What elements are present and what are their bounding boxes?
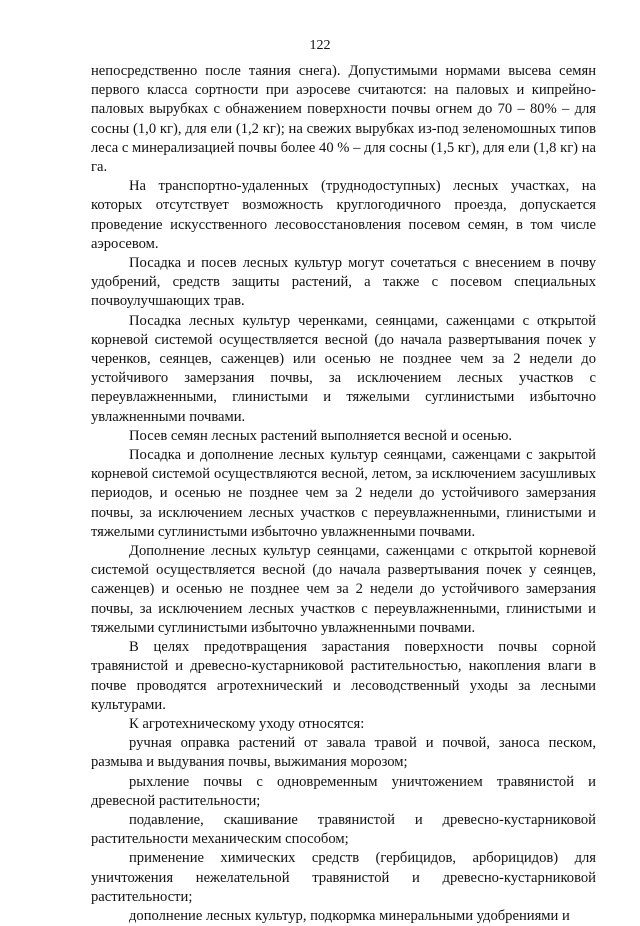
list-item-3: подавление, скашивание травянистой и древесно-кустарниковой растительности механическим способом; xyxy=(91,811,596,848)
paragraph-7: Дополнение лесных культур сеянцами, саженцами с открытой корневой системой осуществляется весной (до начала развертывания почек у сеянцев, саженцев) и осенью не позднее чем за 2 недели до устойчивого замерзания почвы, за исключением лесных участков с переувлажненными, глинистыми и тяжелыми суглинистыми избыточно увлажненными почвами. xyxy=(91,543,596,636)
list-item-1: ручная оправка растений от завала травой и почвой, заноса песком, размыва и выдувания почвы, выжимания морозом; xyxy=(91,735,596,771)
list-item-4: применение химических средств (гербицидов, арборицидов) для уничтожения нежелательной травянистой и древесно-кустарниковой растительности; xyxy=(91,850,596,905)
paragraph-5: Посев семян лесных растений выполняется весной и осенью. xyxy=(129,427,513,444)
paragraph-6: Посадка и дополнение лесных культур сеянцами, саженцами с закрытой корневой системой осуществляются весной, летом, за исключением засушливых периодов, и осенью не позднее чем за 2 недели до устойчивого замерзания почвы, за исключением лесных участков с переувлажненными, глинистыми и тяжелыми суглинистыми избыточно увлажненными почвами. xyxy=(91,447,596,540)
list-item-5: дополнение лесных культур, подкормка минеральными удобрениями и xyxy=(129,907,570,924)
paragraph-4: Посадка лесных культур черенками, сеянцами, саженцами с открытой корневой системой осуществляется весной (до начала развертывания почек у черенков, сеянцев, саженцев) или осенью не позднее чем за 2 недели до устойчивого замерзания почвы, за исключением лесных участков с переувлажненными, глинистыми и тяжелыми суглинистыми избыточно увлажненными почвами. xyxy=(91,312,596,425)
paragraph-3: Посадка и посев лесных культур могут сочетаться с внесением в почву удобрений, средств защиты растений, а также с посевом специальных почвоулучшающих трав. xyxy=(91,255,596,310)
body-text xyxy=(91,62,596,926)
paragraph-8: В целях предотвращения зарастания поверхности почвы сорной травянистой и древесно-кустарниковой растительностью, накопления влаги в почве проводятся агротехнический и лесоводственный уходы за лесными культурами. xyxy=(91,639,596,713)
paragraph-1: непосредственно после таяния снега). Допустимыми нормами высева семян первого класса сортности при аэросеве считаются: на паловых и кипрейно-паловых вырубках с обнажением поверхности почвы огнем до 70 – 80% – для сосны (1,0 кг), для ели (1,2 кг); на свежих вырубках из-под зеленомошных типов леса с минерализацией почвы более 40 % – для сосны (1,5 кг), для ели (1,8 кг) на га. xyxy=(91,63,596,176)
list-item-2: рыхление почвы с одновременным уничтожением травянистой и древесной растительности; xyxy=(91,773,596,809)
paragraph-9: К агротехническому уходу относятся: xyxy=(129,715,365,732)
page-number: 122 xyxy=(309,38,331,53)
paragraph-2: На транспортно-удаленных (труднодоступных) лесных участках, на которых отсутствует возможность круглогодичного проезда, допускается проведение искусственного лесовосстановления посевом семян, в том числе аэросевом. xyxy=(91,178,596,252)
